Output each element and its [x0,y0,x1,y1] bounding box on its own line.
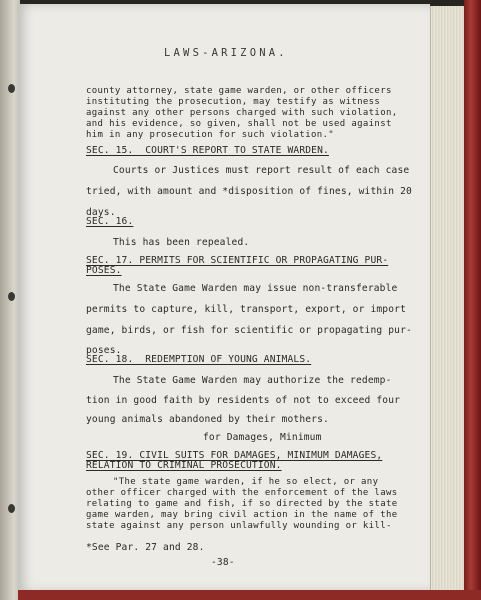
text-line: tion in good faith by residents of not to exceed four [86,395,401,406]
typed-page [18,4,430,592]
facing-page-edge [0,0,20,600]
text-line: against any other persons charged with such violation, [86,108,398,118]
section-heading: SEC. 15. COURT'S REPORT TO STATE WARDEN. [86,145,329,156]
text-line: days. [86,207,116,218]
section-heading: SEC. 17. PERMITS FOR SCIENTIFIC OR PROPAGATING PUR- [86,255,389,266]
text-line: young animals abandoned by their mothers. [86,414,329,425]
text-line: game warden, may bring civil action in the name of the [86,510,398,520]
section-heading: RELATION TO CRIMINAL PROSECUTION. [86,460,282,471]
text-line: instituting the prosecution, may testify as witness [86,97,381,107]
text-line: permits to capture, kill, transport, export, or import [86,304,406,315]
section-heading: SEC. 16. [86,216,134,227]
book-cover-bottom [18,590,481,600]
text-line: county attorney, state game warden, or other officers [86,86,392,96]
text-line: game, birds, or fish for scientific or propagating pur- [86,325,412,336]
footnote: *See Par. 27 and 28. [86,542,205,553]
page-header: LAWS-ARIZONA. [164,47,288,59]
text-line: relating to game and fish, if so directed by the state [86,499,398,509]
text-line: poses. [86,345,122,356]
text-line: him in any prosecution for such violation." [86,130,335,140]
text-line: tried, with amount and *disposition of fines, within 20 [86,186,412,197]
text-line: and his evidence, so given, shall not be used against [86,119,392,129]
text-line: This has been repealed. [113,237,250,248]
page-number: -38- [211,557,235,568]
binding-hole [8,84,15,93]
text-line: "The state game warden, if he so elect, or any [113,477,379,487]
text-line: The State Game Warden may issue non-transferable [113,283,398,294]
text-line: other officer charged with the enforcement of the laws [86,488,398,498]
section-heading: POSES. [86,265,122,276]
text-line: The State Game Warden may authorize the redemp- [113,375,392,386]
book-cover [464,0,481,600]
section-heading: SEC. 18. REDEMPTION OF YOUNG ANIMALS. [86,354,312,365]
text-line: Courts or Justices must report result of each case [113,165,410,176]
section-heading: SEC. 19. CIVIL SUITS FOR DAMAGES, MINIMUM DAMAGES, [86,450,383,461]
binding-hole [8,292,15,301]
text-line: state against any person unlawfully wounding or kill- [86,521,392,531]
typed-annotation: for Damages, Minimum [203,432,322,443]
page-stack-edge [430,6,465,590]
binding-hole [8,504,15,513]
